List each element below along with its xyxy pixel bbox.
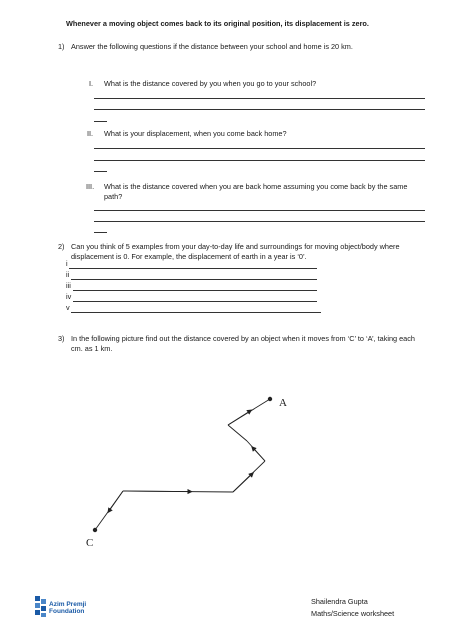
- q3-text: In the following picture find out the distance covered by an object when it moves from ‘C’ to ‘A’, taking each cm. as 1 km.: [71, 334, 415, 353]
- logo-line1: Azim Premji: [49, 601, 87, 608]
- q1-sub1-number: I.: [89, 79, 94, 88]
- end-label: A: [279, 397, 287, 409]
- q1-number: 1): [58, 42, 65, 51]
- q1-sub1-text: What is the distance covered by you when you go to your school?: [104, 79, 317, 88]
- path-segment: [123, 491, 190, 492]
- end-point-dot: [268, 397, 272, 401]
- q2-item-label: iii: [66, 281, 71, 290]
- q1-sub3-number: III.: [86, 182, 95, 191]
- footer-author: Shailendra Gupta: [311, 597, 368, 606]
- q2-item-label: i: [66, 259, 68, 268]
- q2-item-label: ii: [66, 270, 70, 279]
- path-segment: [228, 425, 247, 441]
- path-segment: [253, 448, 265, 461]
- q3-number: 3): [58, 334, 65, 343]
- path-segment: [109, 491, 123, 511]
- start-label: C: [86, 537, 94, 549]
- path-segment: [228, 411, 250, 425]
- logo-mark-icon: [35, 596, 47, 618]
- q1-sub2-text: What is your displacement, when you come back home?: [104, 129, 287, 138]
- q2-text: Can you think of 5 examples from your day-to-day life and surroundings for moving object/body where displacement is 0. For example, the displacement of earth in a year is ‘0’.: [71, 242, 400, 261]
- worksheet-heading: Whenever a moving object comes back to its original position, its displacement is zero.: [66, 19, 369, 28]
- start-point-dot: [93, 528, 97, 532]
- q2-item-label: iv: [66, 292, 72, 301]
- q1-sub2-number: II.: [87, 129, 94, 138]
- q2-item-label: v: [66, 303, 70, 312]
- path-segment: [233, 474, 252, 492]
- q1-sub3-text: What is the distance covered when you are back home assuming you come back by the same path?: [104, 182, 408, 201]
- q1-text: Answer the following questions if the distance between your school and home is 20 km.: [71, 42, 353, 51]
- foundation-logo: [35, 596, 95, 622]
- q2-number: 2): [58, 242, 65, 251]
- footer-subtitle: Maths/Science worksheet: [311, 609, 395, 618]
- logo-line2: Foundation: [49, 608, 85, 615]
